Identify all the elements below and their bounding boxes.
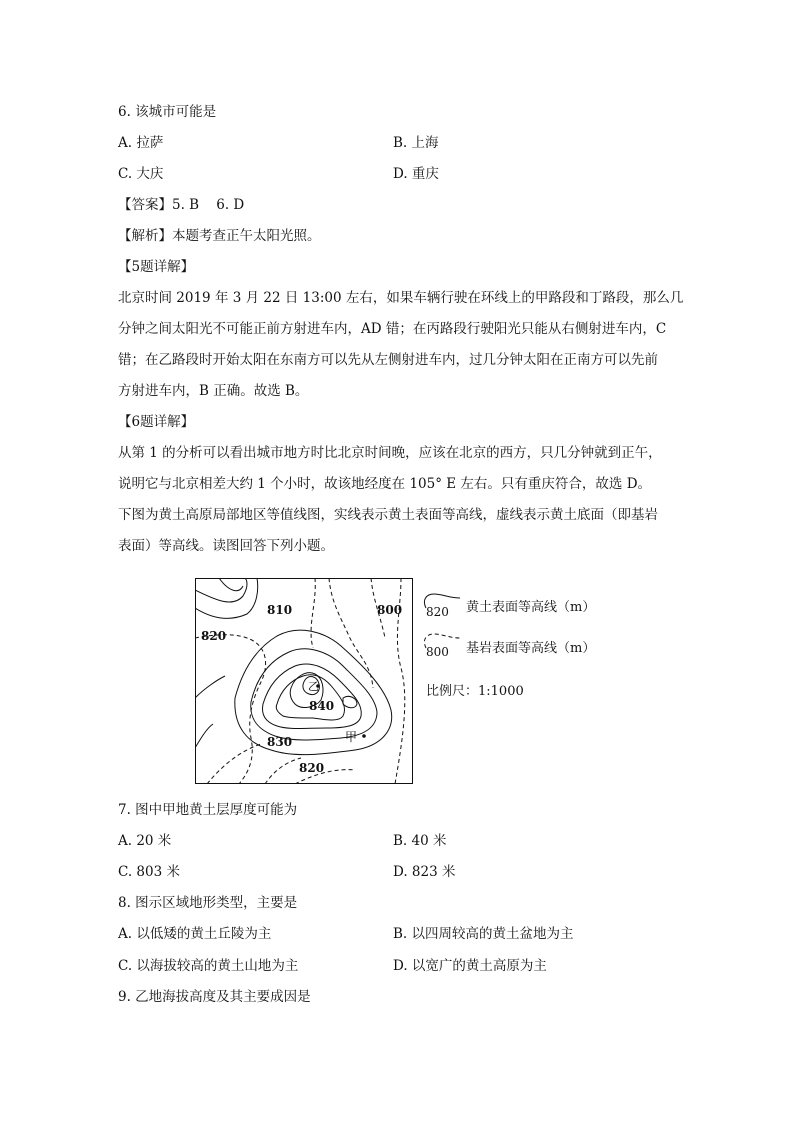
jia-point (362, 734, 366, 738)
yi-label: 乙 (308, 680, 319, 693)
legend-symbols (420, 590, 470, 662)
q7-stem: 7. 图中甲地黄土层厚度可能为 (118, 802, 298, 818)
answer-line: 【答案】5. B 6. D (118, 197, 245, 213)
contour-label-830: 830 (267, 735, 293, 749)
q5-detail-line: 分钟之间太阳光不可能正前方射进车内，AD 错；在丙路段行驶阳光只能从右侧射进车内，C (118, 321, 667, 337)
q9-stem: 9. 乙地海拔高度及其主要成因是 (118, 989, 311, 1005)
q8-stem: 8. 图示区域地形类型，主要是 (118, 895, 298, 911)
intro-line: 表面）等高线。读图回答下列小题。 (118, 538, 334, 554)
legend-dashed-text: 基岩表面等高线（m） (466, 641, 596, 656)
q6-option-a: A. 拉萨 (118, 135, 164, 151)
contour-label-810: 810 (267, 603, 293, 617)
q6-option-c: C. 大庆 (118, 166, 164, 182)
legend-solid-text: 黄土表面等高线（m） (466, 600, 596, 615)
legend-scale: 比例尺：1:1000 (426, 684, 524, 699)
contour-label-820-left: 820 (201, 629, 227, 643)
jia-label: 甲 (345, 730, 358, 744)
contour-label-820-bottom: 820 (299, 761, 325, 775)
contour-label-800: 800 (377, 603, 403, 617)
q7-option-a: A. 20 米 (118, 833, 172, 849)
q6-option-d: D. 重庆 (393, 166, 439, 182)
legend-dashed-number: 800 (426, 645, 449, 659)
q6-detail-line: 说明它与北京相差大约 1 个小时，故该地经度在 105° E 左右。只有重庆符合，故选 D。 (118, 476, 652, 492)
q6-detail-title: 【6题详解】 (118, 414, 195, 430)
q5-detail-line: 错；在乙路段时开始太阳在东南方可以先从左侧射进车内，过几分钟太阳在正南方可以先前 (118, 352, 658, 368)
legend-solid-number: 820 (426, 605, 449, 619)
q8-option-b: B. 以四周较高的黄土盆地为主 (393, 926, 574, 942)
q6-stem: 6. 该城市可能是 (118, 104, 217, 120)
contour-map (195, 578, 413, 784)
q8-option-a: A. 以低矮的黄土丘陵为主 (118, 926, 272, 942)
q8-option-c: C. 以海拔较高的黄土山地为主 (118, 958, 299, 974)
q5-detail-line: 方射进车内，B 正确。故选 B。 (118, 383, 309, 399)
analysis-line: 【解析】本题考查正午太阳光照。 (118, 228, 321, 244)
q8-option-d: D. 以宽广的黄土高原为主 (393, 958, 547, 974)
q5-detail-title: 【5题详解】 (118, 259, 195, 275)
contour-label-840: 840 (309, 699, 335, 713)
q6-detail-line: 从第 1 的分析可以看出城市地方时比北京时间晚，应该在北京的西方，只几分钟就到正午， (118, 445, 662, 461)
q7-option-d: D. 823 米 (393, 864, 456, 880)
q5-detail-line: 北京时间 2019 年 3 月 22 日 13:00 左右，如果车辆行驶在环线上的甲路段和丁路段，那么几 (118, 290, 684, 306)
q7-option-c: C. 803 米 (118, 864, 180, 880)
intro-line: 下图为黄土高原局部地区等值线图，实线表示黄土表面等高线，虚线表示黄土底面（即基岩 (118, 507, 658, 523)
q7-option-b: B. 40 米 (393, 833, 447, 849)
q6-option-b: B. 上海 (393, 135, 439, 151)
